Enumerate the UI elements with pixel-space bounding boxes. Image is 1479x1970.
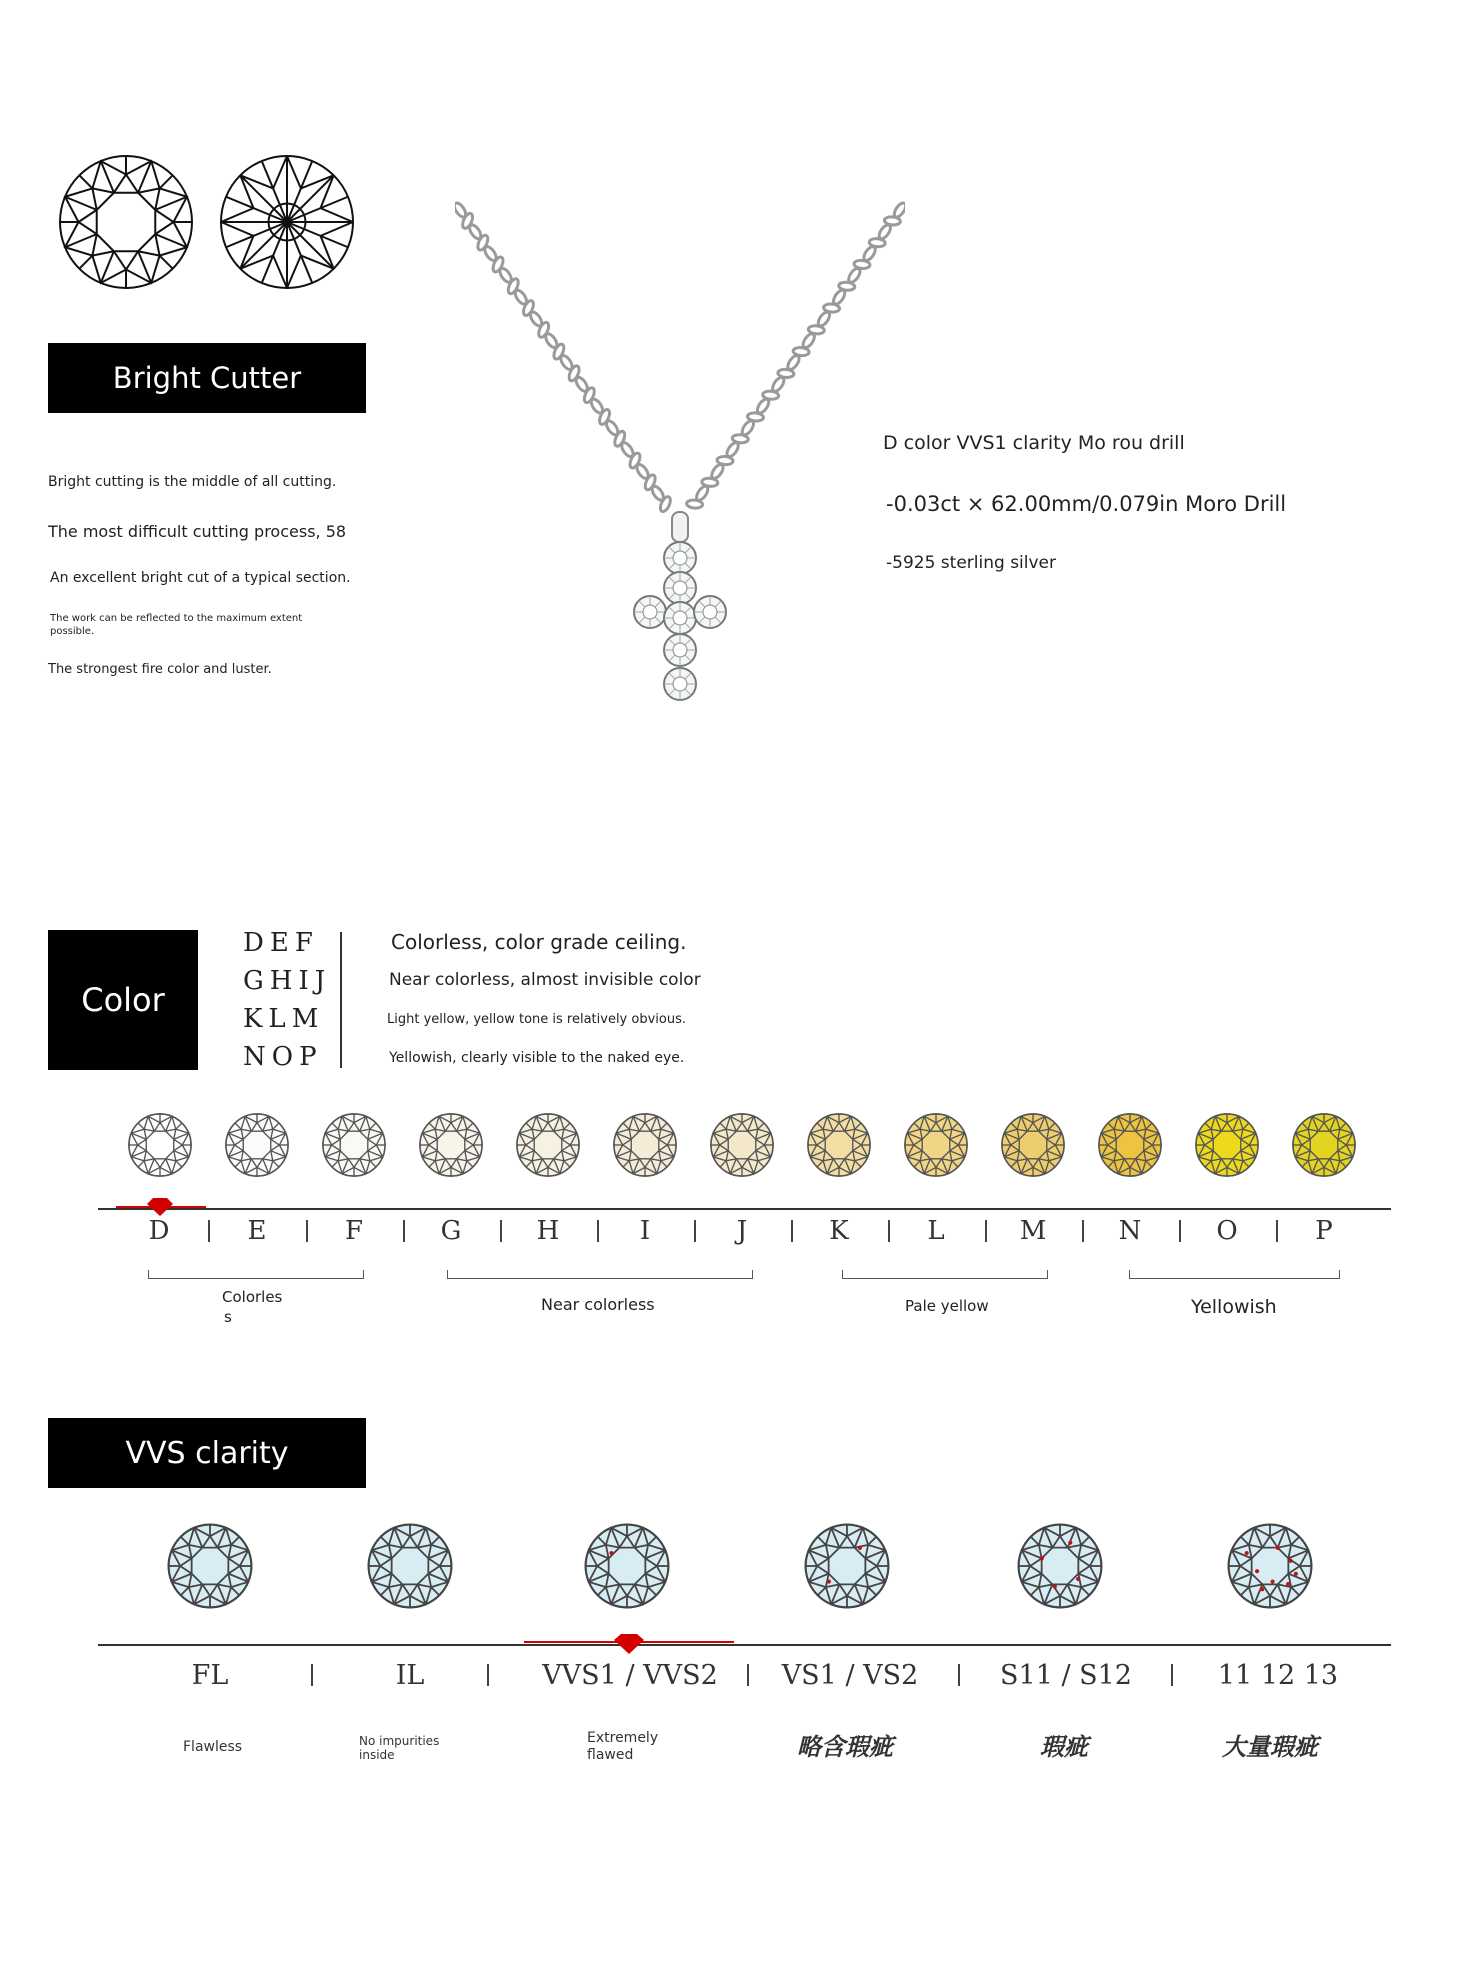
color-grade-separator	[1276, 1220, 1278, 1242]
color-grade-m: M	[1019, 1216, 1047, 1246]
cut-line-6: The strongest fire color and luster.	[48, 662, 272, 677]
bracket-near-colorless	[447, 1270, 753, 1279]
spec-line-3: -5925 sterling silver	[886, 553, 1056, 573]
color-group-ghij: GHIJ	[243, 966, 332, 996]
clarity-sub-vvs-1: Extremely	[587, 1730, 659, 1746]
clarity-sep-5	[1171, 1664, 1173, 1686]
cut-line-5: possible.	[50, 626, 95, 637]
color-gem-h	[515, 1112, 581, 1178]
clarity-gem-5	[1016, 1522, 1104, 1610]
clarity-sep-3	[747, 1664, 749, 1686]
color-grade-p: P	[1315, 1216, 1333, 1246]
range-yellowish: Yellowish	[1191, 1296, 1277, 1318]
range-pale-yellow: Pale yellow	[905, 1297, 989, 1315]
color-grade-n: N	[1118, 1216, 1142, 1246]
color-grade-e: E	[247, 1216, 267, 1246]
color-grade-f: F	[344, 1216, 364, 1246]
cross-necklace-image	[455, 200, 905, 760]
color-grade-separator	[597, 1220, 599, 1242]
color-desc-3: Light yellow, yellow tone is relatively obvious.	[387, 1012, 686, 1027]
clarity-scale-line	[98, 1644, 1391, 1646]
color-gem-m	[1000, 1112, 1066, 1178]
spec-line-2: -0.03ct × 62.00mm/0.079in Moro Drill	[886, 492, 1287, 516]
color-gem-j	[709, 1112, 775, 1178]
range-colorless-2: s	[224, 1308, 232, 1326]
clarity-sub-fl: Flawless	[183, 1739, 243, 1755]
color-divider	[340, 932, 342, 1068]
cut-title: Bright Cutter	[112, 361, 302, 395]
color-desc-2: Near colorless, almost invisible color	[389, 970, 701, 990]
clarity-sep-4	[958, 1664, 960, 1686]
clarity-sub-vvs-2: flawed	[587, 1747, 634, 1763]
color-grade-separator	[694, 1220, 696, 1242]
color-gem-o	[1194, 1112, 1260, 1178]
color-grade-h: H	[536, 1216, 560, 1246]
color-gem-e	[224, 1112, 290, 1178]
color-grade-separator	[985, 1220, 987, 1242]
clarity-gem-6	[1226, 1522, 1314, 1610]
color-desc-1: Colorless, color grade ceiling.	[391, 930, 687, 954]
bracket-yellowish	[1129, 1270, 1340, 1279]
color-grade-k: K	[829, 1216, 849, 1246]
clarity-sep-2	[487, 1664, 489, 1686]
color-gem-i	[612, 1112, 678, 1178]
color-gem-k	[806, 1112, 872, 1178]
color-desc-4: Yellowish, clearly visible to the naked eye.	[389, 1050, 685, 1066]
color-grade-o: O	[1216, 1216, 1238, 1246]
cut-line-4: The work can be reflected to the maximum extent	[50, 613, 303, 624]
clarity-heart-marker	[612, 1632, 646, 1656]
clarity-gem-3	[583, 1522, 671, 1610]
cut-line-1: Bright cutting is the middle of all cutting.	[48, 474, 337, 490]
color-group-klm: KLM	[243, 1004, 325, 1034]
color-grade-l: L	[927, 1216, 945, 1246]
color-grade-separator	[791, 1220, 793, 1242]
color-grade-i: I	[639, 1216, 651, 1246]
color-title: Color	[81, 981, 165, 1019]
clarity-grade-si: S11 / S12	[1000, 1660, 1132, 1691]
clarity-grade-fl: FL	[191, 1660, 229, 1691]
clarity-sub-vs: 略含瑕疵	[797, 1733, 893, 1761]
color-grade-j: J	[736, 1216, 748, 1246]
color-gem-n	[1097, 1112, 1163, 1178]
spec-line-1: D color VVS1 clarity Mo rou drill	[883, 432, 1185, 454]
clarity-sub-il-1: No impurities	[359, 1734, 440, 1748]
range-colorless-1: Colorles	[222, 1288, 283, 1306]
clarity-gem-2	[366, 1522, 454, 1610]
clarity-sub-i: 大量瑕疵	[1222, 1733, 1318, 1761]
bracket-pale-yellow	[842, 1270, 1048, 1279]
clarity-grade-vs: VS1 / VS2	[781, 1660, 919, 1691]
clarity-gem-4	[803, 1522, 891, 1610]
color-group-def: DEF	[243, 928, 319, 958]
clarity-title: VVS clarity	[125, 1435, 289, 1471]
color-grade-separator	[888, 1220, 890, 1242]
color-grade-separator	[1082, 1220, 1084, 1242]
color-grade-separator	[500, 1220, 502, 1242]
color-grade-g: G	[440, 1216, 462, 1246]
color-group-nop: NOP	[243, 1042, 323, 1072]
clarity-grade-i: 11 12 13	[1217, 1660, 1339, 1691]
color-grade-d: D	[148, 1216, 170, 1246]
cut-line-2: The most difficult cutting process, 58	[48, 522, 347, 541]
color-grade-separator	[208, 1220, 210, 1242]
color-grade-separator	[403, 1220, 405, 1242]
brilliant-cut-bottom-diagram	[219, 154, 355, 290]
clarity-sub-il-2: inside	[359, 1748, 395, 1762]
color-gem-d	[127, 1112, 193, 1178]
cut-line-3: An excellent bright cut of a typical section.	[50, 570, 351, 586]
clarity-sep-1	[311, 1664, 313, 1686]
color-title-box	[48, 930, 198, 1070]
color-grade-separator	[306, 1220, 308, 1242]
color-gem-p	[1291, 1112, 1357, 1178]
clarity-gem-1	[166, 1522, 254, 1610]
clarity-grade-il: IL	[395, 1660, 425, 1691]
cut-title-box	[48, 343, 366, 413]
range-near-colorless: Near colorless	[541, 1295, 655, 1314]
color-grade-separator	[1179, 1220, 1181, 1242]
color-gem-g	[418, 1112, 484, 1178]
bracket-colorless	[148, 1270, 364, 1279]
clarity-title-box	[48, 1418, 366, 1488]
color-scale-line	[98, 1208, 1391, 1210]
color-gem-f	[321, 1112, 387, 1178]
clarity-sub-si: 瑕疵	[1040, 1733, 1088, 1761]
brilliant-cut-top-diagram	[58, 154, 194, 290]
clarity-grade-vvs: VVS1 / VVS2	[542, 1660, 718, 1691]
color-gem-l	[903, 1112, 969, 1178]
color-heart-marker	[145, 1196, 175, 1218]
